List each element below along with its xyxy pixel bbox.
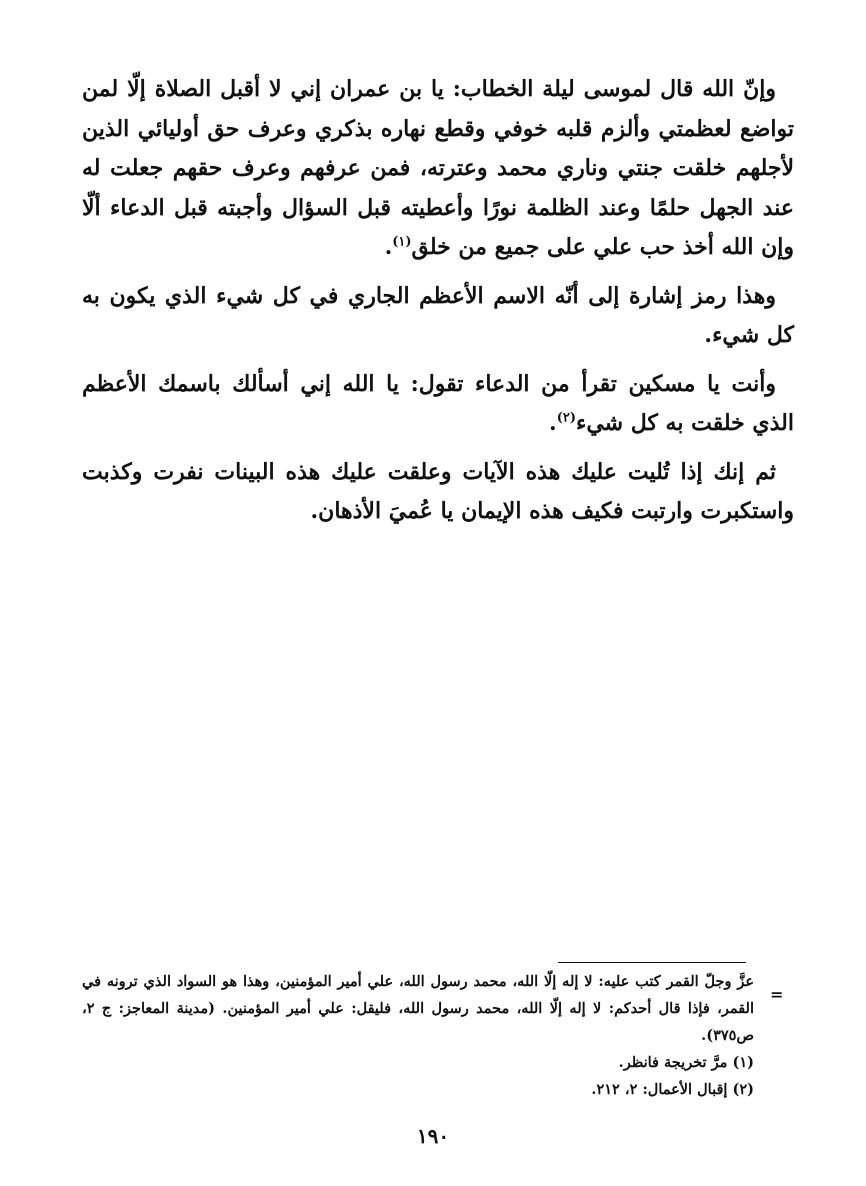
paragraph-1-text: وإنّ الله قال لموسى ليلة الخطاب: يا بن عمران إني لا أقبل الصلاة إلّا لمن تواضع لعظمتي وألزم قلبه خوفي وقطع نهاره بذكري وعرف حق أوليائي الذين لأجلهم خلقت جنتي وناري محمد وعترته، فمن عرفهم وعرف حقهم جعلت له عند الجهل حلمًا وعند الظلمة نورًا وأعطيته قبل السؤال وأجبته قبل الدعاء ألّا وإن الله أخذ حب علي على جميع من خلق bbox=[82, 76, 794, 260]
paragraph-4: ثم إنك إذا تُليت عليك هذه الآيات وعلقت عليك هذه البينات نفرت وكذبت واستكبرت وارتبت فكيف هذه الإيمان يا عُميَ الأذهان. bbox=[82, 458, 794, 524]
main-text bbox=[82, 70, 794, 541]
paragraph-2: وهذا رمز إشارة إلى أنّه الاسم الأعظم الجاري في كل شيء الذي يكون به كل شيء. bbox=[82, 282, 794, 348]
footnote-continuation: عزَّ وجلّ القمر كتب عليه: لا إله إلّا الله، محمد رسول الله، علي أمير المؤمنين، وهذا هو السواد الذي ترونه في القمر، فإذا قال أحدكم: لا إله إلّا الله، محمد رسول الله، فليقل: علي أمير المؤمنين. (مدينة المعاجز: ج ٢، ص٣٧٥). bbox=[82, 973, 754, 1044]
footnotes bbox=[82, 968, 754, 1103]
paragraph-1 bbox=[82, 70, 794, 268]
footnote-separator bbox=[558, 962, 746, 963]
paragraph-3 bbox=[82, 365, 794, 444]
paragraph-3-text: وأنت يا مسكين تقرأ من الدعاء تقول: يا الله إني أسألك باسمك الأعظم الذي خلقت به كل شيء bbox=[82, 370, 794, 436]
footnote-ref-2[interactable]: (٢) bbox=[556, 410, 576, 426]
paragraph-1-period: . bbox=[384, 234, 393, 260]
page-number: ١٩٠ bbox=[416, 1124, 450, 1148]
footnote-ref-1[interactable]: (١) bbox=[392, 234, 412, 250]
footnote-1: (١) مرَّ تخريجة فانظر. bbox=[618, 1054, 754, 1071]
paragraph-3-period: . bbox=[549, 410, 557, 436]
footnote-continuation-mark: = bbox=[770, 985, 784, 1004]
footnote-2: (٢) إقبال الأعمال: ٢، ٢١٢. bbox=[591, 1081, 754, 1098]
